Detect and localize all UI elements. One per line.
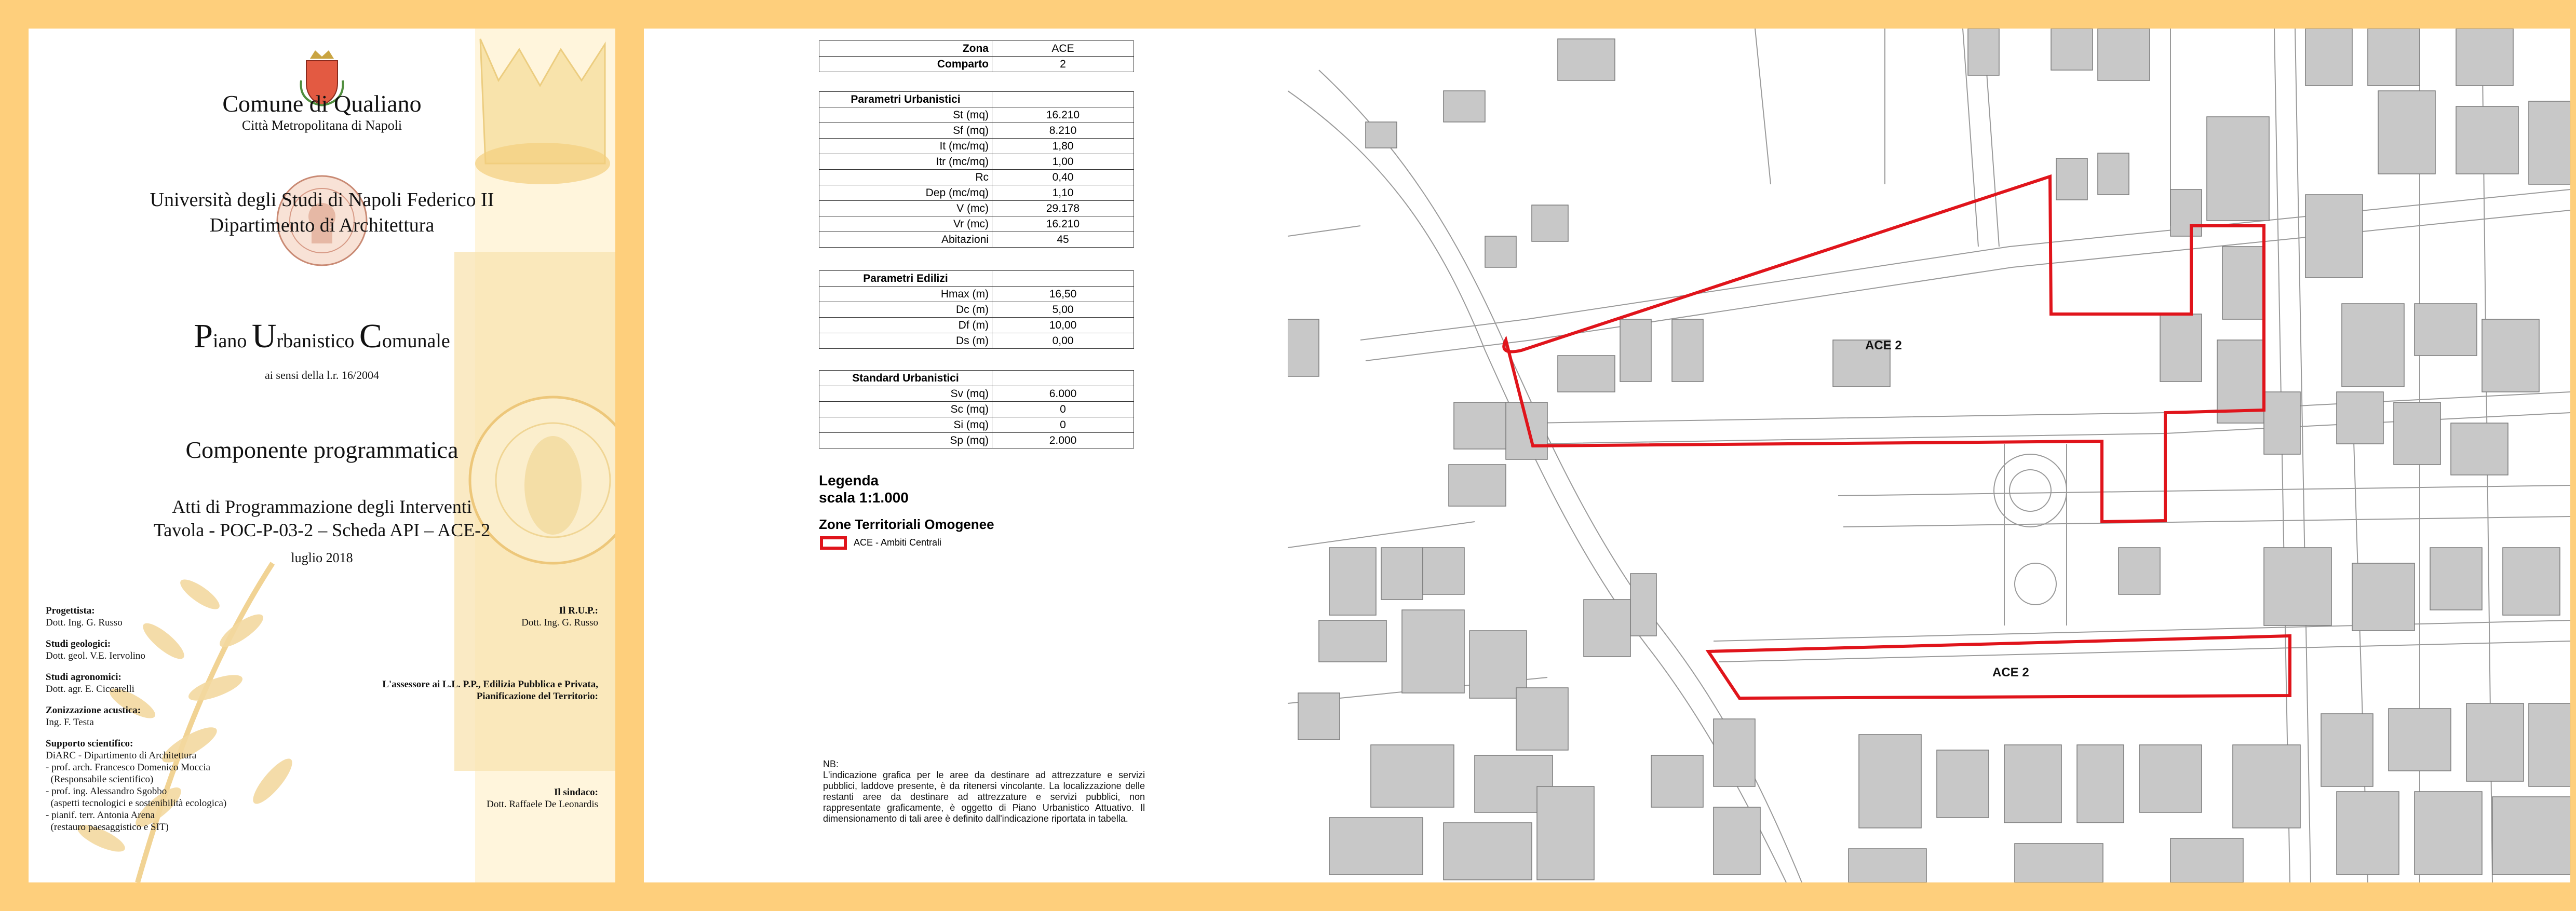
param-value: 45 [992, 232, 1134, 248]
param-value: 0 [992, 417, 1134, 433]
plan-title-rest-3: omunale [382, 330, 450, 352]
standard-parameters-table [819, 370, 1134, 448]
param-key: Vr (mc) [819, 216, 992, 232]
param-value: 5,00 [992, 302, 1134, 318]
credit-line: Dott. geol. V.E. Iervolino [46, 650, 145, 661]
building-parameters-table [819, 270, 1134, 349]
credits-mayor [307, 786, 598, 810]
nb-note [823, 759, 1145, 824]
param-value: 1,00 [992, 154, 1134, 170]
map-label-ace2-south: ACE 2 [1992, 665, 2029, 679]
legend-item-label: ACE - Ambiti Centrali [854, 537, 942, 548]
date-label: luglio 2018 [291, 550, 353, 565]
rup-heading: Il R.U.P.: [559, 605, 598, 616]
nb-text: L'indicazione grafica per le aree da destinare ad attrezzature e servizi pubblici, laddove presente, è da ritenersi vincolante. La localizzazione delle restanti aree da destinare ad attrezzature e servizi pubblici, non rappresentate graficamente, è oggetto di Piano Urbanistico Attuativo. Il dimensionamento di tali aree è definito dall'indicazione riportata in tabella. [823, 770, 1145, 824]
data-sheet [644, 29, 2570, 882]
comparto-value: 2 [992, 57, 1134, 72]
table-heading: Parametri Urbanistici [819, 92, 992, 107]
credit-line: (aspetti tecnologici e sostenibilità ecologica) [46, 798, 227, 809]
zone-key: Zona [819, 41, 992, 57]
credit-line: (restauro paesaggistico e SIT) [46, 822, 169, 833]
legend-scale: scala 1:1.000 [819, 490, 909, 506]
cover-page [29, 29, 615, 882]
param-key: Dep (mc/mq) [819, 185, 992, 201]
param-key: Dc (m) [819, 302, 992, 318]
assessor-line-2: Pianificazione del Territorio: [476, 691, 598, 702]
param-key: Sf (mq) [819, 123, 992, 139]
param-value: 16.210 [992, 216, 1134, 232]
nb-heading: NB: [823, 759, 839, 769]
param-key: It (mc/mq) [819, 139, 992, 154]
map-label-ace2-north: ACE 2 [1865, 338, 1902, 352]
plan-title-cap-1: P [194, 317, 213, 355]
municipality-title: Comune di Qualiano [222, 90, 422, 117]
credit-heading: Progettista: [46, 605, 95, 616]
param-key: Sv (mq) [819, 386, 992, 402]
university-name: Università degli Studi di Napoli Federico II [150, 189, 494, 211]
legend-title: Legenda [819, 472, 879, 488]
param-value: 1,10 [992, 185, 1134, 201]
param-key: St (mq) [819, 107, 992, 123]
param-value: 0,40 [992, 170, 1134, 185]
tavola-title: Tavola - POC-P-03-2 – Scheda API – ACE-2 [153, 520, 491, 540]
comparto-key: Comparto [819, 57, 992, 72]
credit-heading: Studi geologici: [46, 638, 111, 649]
param-key: Abitazioni [819, 232, 992, 248]
credit-line: - prof. arch. Francesco Domenico Moccia [46, 762, 211, 773]
param-value: 6.000 [992, 386, 1134, 402]
credit-heading: Zonizzazione acustica: [46, 705, 141, 716]
plan-title-rest-2: rbanistico [276, 330, 359, 352]
urban-parameters-table [819, 91, 1134, 248]
param-key: Df (m) [819, 318, 992, 333]
param-value: 2.000 [992, 433, 1134, 448]
legend-zones-title: Zone Territoriali Omogenee [819, 516, 994, 532]
plan-title-cap-3: C [359, 317, 382, 355]
metro-city-subtitle: Città Metropolitana di Napoli [241, 118, 402, 133]
mayor-heading: Il sindaco: [554, 787, 598, 798]
param-value: 0,00 [992, 333, 1134, 349]
param-value: 8.210 [992, 123, 1134, 139]
credits-assessor [276, 678, 598, 702]
param-key: Hmax (m) [819, 287, 992, 302]
assessor-line-1: L'assessore ai L.L. P.P., Edilizia Pubblica e Privata, [382, 679, 598, 690]
param-key: Ds (m) [819, 333, 992, 349]
zone-value: ACE [992, 41, 1134, 57]
legend-swatch-icon [820, 536, 847, 550]
param-key: Sc (mq) [819, 402, 992, 417]
param-key: V (mc) [819, 201, 992, 216]
credit-line: DiARC - Dipartimento di Architettura [46, 750, 197, 761]
acts-title: Atti di Programmazione degli Interventi [172, 496, 472, 517]
plan-title-rest-1: iano [212, 330, 252, 352]
credit-line: - pianif. terr. Antonia Arena [46, 810, 155, 821]
credit-heading: Supporto scientifico: [46, 738, 133, 749]
credit-line: (Responsabile scientifico) [46, 774, 154, 785]
mayor-name: Dott. Raffaele De Leonardis [487, 799, 598, 810]
zoning-map [1288, 29, 2570, 882]
credits-rup [307, 605, 598, 629]
credit-heading: Studi agronomici: [46, 672, 122, 683]
table-heading: Parametri Edilizi [819, 271, 992, 287]
param-key: Itr (mc/mq) [819, 154, 992, 170]
table-heading: Standard Urbanistici [819, 371, 992, 386]
rup-name: Dott. Ing. G. Russo [521, 617, 598, 628]
credit-line: Dott. agr. E. Ciccarelli [46, 684, 134, 695]
param-key: Si (mq) [819, 417, 992, 433]
credit-line: Ing. F. Testa [46, 717, 94, 728]
plan-title [29, 317, 615, 356]
param-key: Sp (mq) [819, 433, 992, 448]
param-value: 29.178 [992, 201, 1134, 216]
component-title: Componente programmatica [185, 437, 458, 463]
param-value: 16.210 [992, 107, 1134, 123]
param-value: 1,80 [992, 139, 1134, 154]
department-name: Dipartimento di Architettura [209, 214, 435, 236]
credit-line: - prof. ing. Alessandro Sgobbo [46, 786, 167, 797]
credit-line: Dott. Ing. G. Russo [46, 617, 123, 628]
law-reference: ai sensi della l.r. 16/2004 [265, 369, 379, 382]
param-value: 0 [992, 402, 1134, 417]
param-value: 16,50 [992, 287, 1134, 302]
credits-left [46, 605, 226, 833]
param-key: Rc [819, 170, 992, 185]
param-value: 10,00 [992, 318, 1134, 333]
zone-table [819, 40, 1134, 72]
plan-title-cap-2: U [251, 317, 277, 355]
